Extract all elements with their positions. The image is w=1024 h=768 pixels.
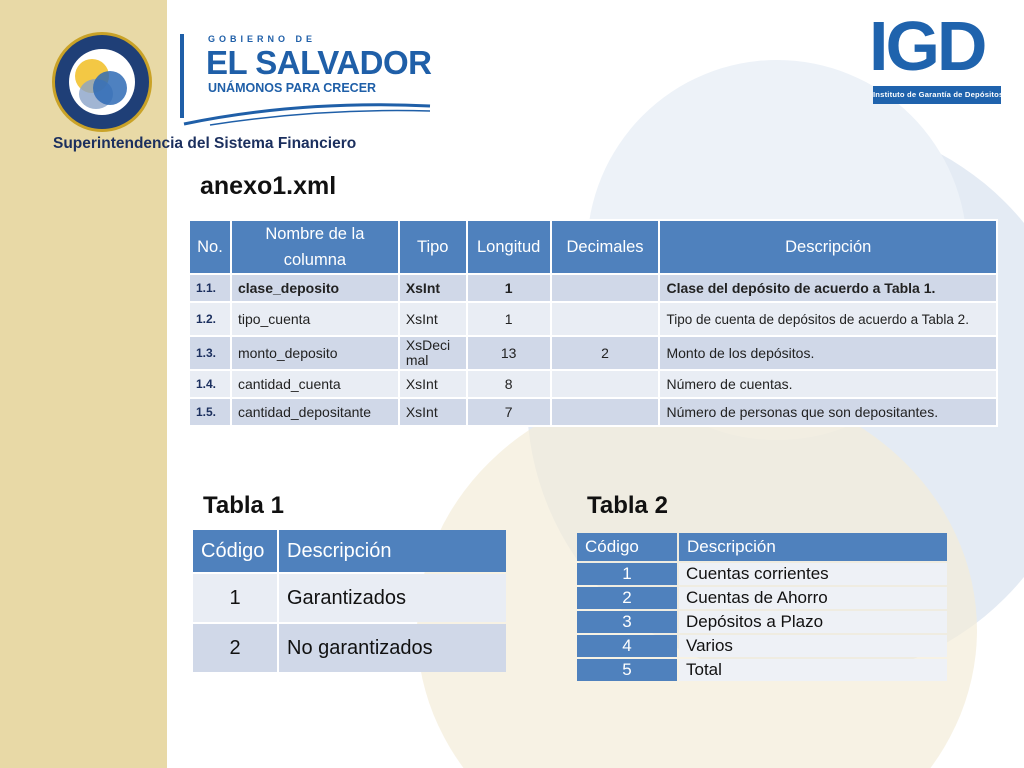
cell-codigo: 2 [193,624,277,672]
cell-no: 1.1. [190,275,230,301]
cell-descripcion: Total [679,659,947,681]
cell-descripcion: Monto de los depósitos. [660,337,996,369]
cell-descripcion: Varios [679,635,947,657]
cell-codigo: 5 [577,659,677,681]
col-header-codigo: Código [193,530,277,572]
tabla2 [575,531,949,683]
tabla1 [191,528,508,674]
cell-descripcion: No garantizados [279,624,506,672]
table-row [577,587,947,609]
page-title: anexo1.xml [200,172,337,200]
cell-descripcion: Garantizados [279,574,506,622]
igd-logo-name: Instituto de Garantía de Depósitos [873,86,1001,104]
cell-nombre: tipo_cuenta [232,303,398,335]
cell-decimales [552,275,659,301]
cell-descripcion: Cuentas de Ahorro [679,587,947,609]
cell-longitud: 7 [468,399,550,425]
col-header-descripcion: Descripción [660,221,996,273]
table-header-row [190,221,996,273]
igd-logo-letters: IGD [869,7,985,85]
table-row [190,275,996,301]
cell-tipo: XsInt [400,399,466,425]
cell-nombre: cantidad_depositante [232,399,398,425]
cell-tipo: XsInt [400,371,466,397]
gob-logo-top-text: GOBIERNO DE [208,34,317,44]
cell-descripcion: Número de cuentas. [660,371,996,397]
cell-no: 1.3. [190,337,230,369]
table-row [190,399,996,425]
gob-logo-main-text: EL SALVADOR [206,44,432,81]
ssf-seal-logo [52,32,152,132]
cell-no: 1.2. [190,303,230,335]
cell-no: 1.4. [190,371,230,397]
gob-logo-slogan: UNÁMONOS PARA CRECER [208,81,377,95]
table-row [190,337,996,369]
cell-codigo: 1 [577,563,677,585]
cell-longitud: 13 [468,337,550,369]
cell-decimales [552,399,659,425]
cell-descripcion: Depósitos a Plazo [679,611,947,633]
col-header-decimales: Decimales [552,221,659,273]
cell-decimales: 2 [552,337,659,369]
table-row [190,303,996,335]
tabla2-title: Tabla 2 [587,492,668,519]
cell-codigo: 3 [577,611,677,633]
anexo-table [188,219,998,427]
cell-codigo: 1 [193,574,277,622]
cell-decimales [552,303,659,335]
table-row [577,635,947,657]
cell-descripcion: Número de personas que son depositantes. [660,399,996,425]
col-header-no: No. [190,221,230,273]
col-header-tipo: Tipo [400,221,466,273]
cell-longitud: 1 [468,303,550,335]
table-header-row [193,530,506,572]
cell-tipo: XsDecimal [400,337,466,369]
table-header-row [577,533,947,561]
cell-nombre: monto_deposito [232,337,398,369]
igd-logo [869,7,1007,85]
cell-descripcion: Clase del depósito de acuerdo a Tabla 1. [660,275,996,301]
cell-tipo: XsInt [400,275,466,301]
table-row [193,624,506,672]
cell-codigo: 2 [577,587,677,609]
table-row [577,611,947,633]
col-header-descripcion: Descripción [679,533,947,561]
gob-swoosh-icon [180,98,435,128]
cell-longitud: 8 [468,371,550,397]
ssf-name: Superintendencia del Sistema Financiero [53,135,357,152]
col-header-nombre: Nombre de la columna [232,221,398,273]
cell-longitud: 1 [468,275,550,301]
table-row [193,574,506,622]
cell-codigo: 4 [577,635,677,657]
cell-decimales [552,371,659,397]
cell-nombre: cantidad_cuenta [232,371,398,397]
table-row [577,659,947,681]
tabla1-title: Tabla 1 [203,492,284,519]
col-header-descripcion: Descripción [279,530,506,572]
cell-descripcion: Cuentas corrientes [679,563,947,585]
col-header-codigo: Código [577,533,677,561]
cell-nombre: clase_deposito [232,275,398,301]
table-row [577,563,947,585]
table-row [190,371,996,397]
col-header-longitud: Longitud [468,221,550,273]
cell-tipo: XsInt [400,303,466,335]
cell-no: 1.5. [190,399,230,425]
cell-descripcion: Tipo de cuenta de depósitos de acuerdo a Tabla 2. [660,303,996,335]
